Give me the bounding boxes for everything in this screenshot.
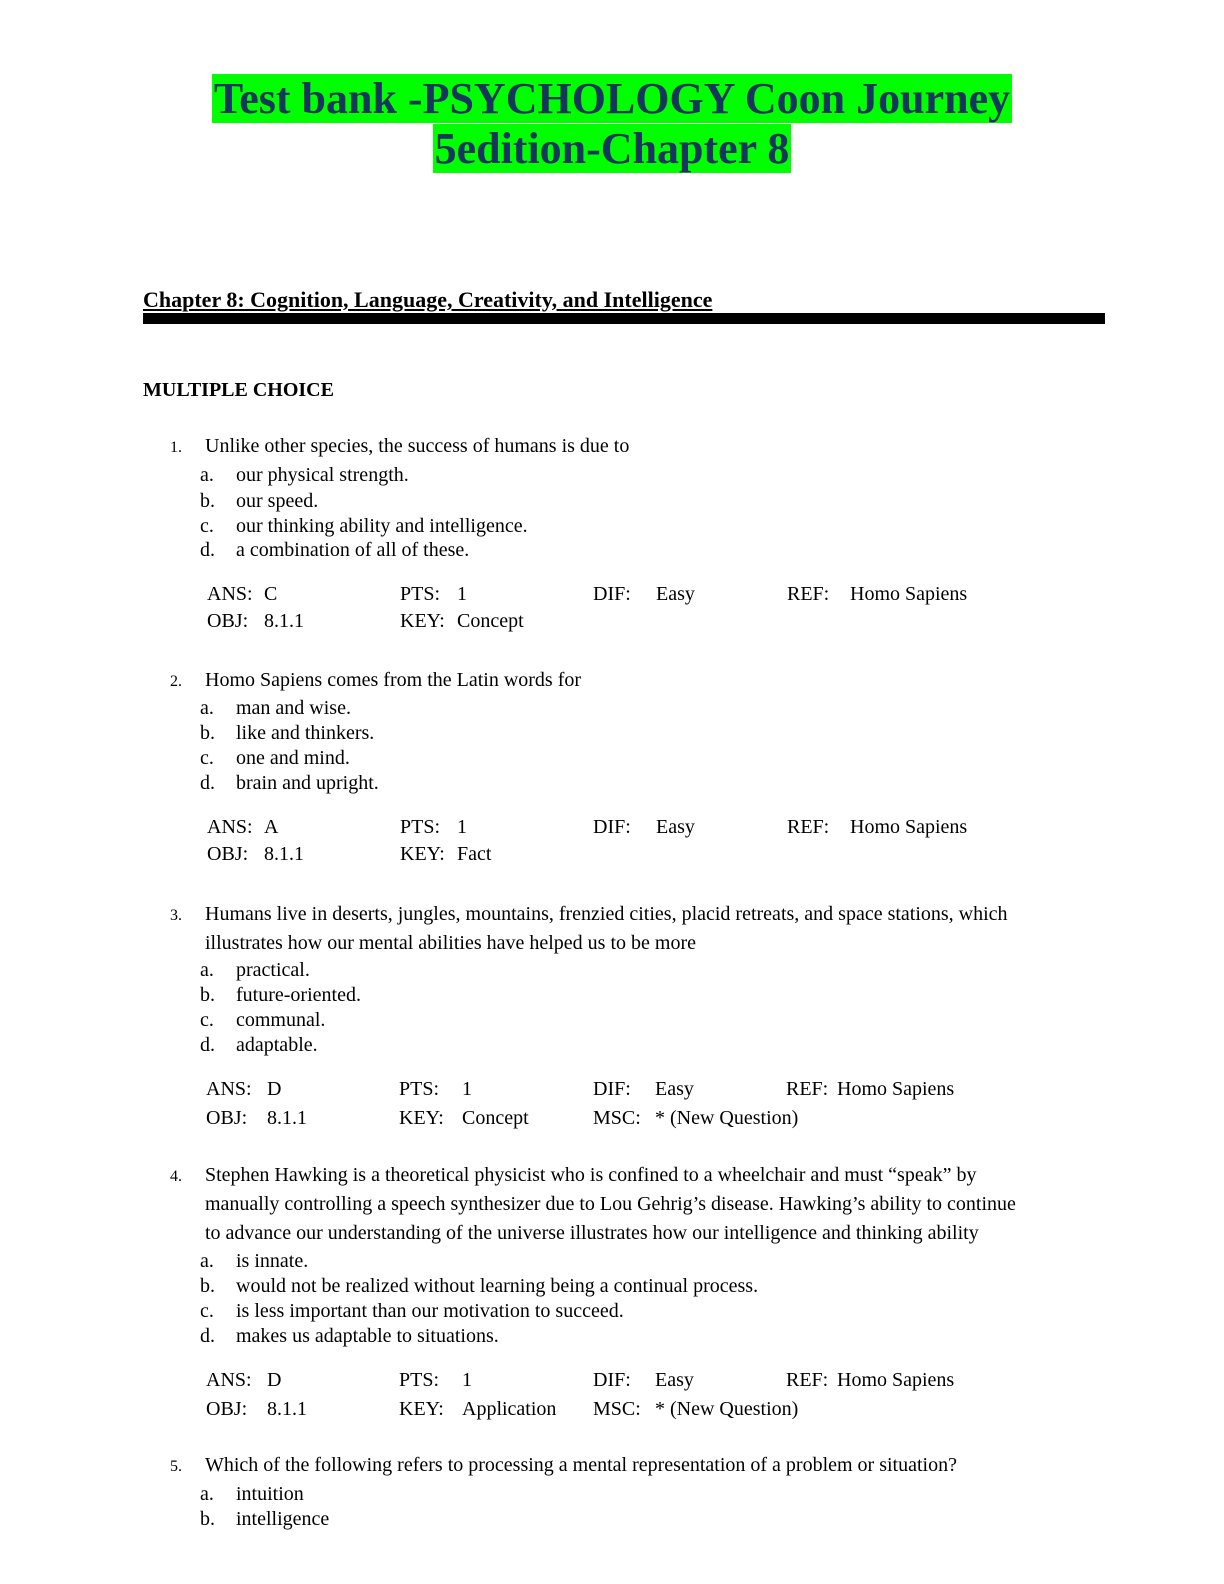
option-text: brain and upright. [236, 772, 379, 794]
option-letter: d. [200, 1325, 215, 1347]
msc-label: MSC: [593, 1398, 641, 1420]
option-letter: b. [200, 984, 215, 1006]
title-line-1-text: Test bank -PSYCHOLOGY Coon Journey [213, 74, 1011, 123]
obj-value: 8.1.1 [264, 843, 304, 865]
option-letter: b. [200, 1508, 215, 1530]
ans-label: ANS: [207, 583, 253, 605]
obj-label: OBJ: [206, 1107, 248, 1129]
obj-label: OBJ: [207, 843, 249, 865]
key-label: KEY: [400, 843, 445, 865]
option-letter: a. [200, 464, 214, 486]
chapter-heading: Chapter 8: Cognition, Language, Creativity, and Intelligence [143, 287, 713, 312]
option-text: practical. [236, 959, 310, 981]
ref-label: REF: [787, 816, 830, 838]
section-heading: MULTIPLE CHOICE [143, 379, 334, 401]
ans-value: C [264, 583, 278, 605]
option-letter: d. [200, 539, 215, 561]
pts-label: PTS: [399, 1369, 440, 1391]
key-label: KEY: [399, 1107, 444, 1129]
ans-label: ANS: [206, 1369, 252, 1391]
ans-label: ANS: [206, 1078, 252, 1100]
pts-value: 1 [457, 816, 467, 838]
question-text: Humans live in deserts, jungles, mountains, frenzied cities, placid retreats, and space stations, which [205, 903, 1008, 925]
question-text: to advance our understanding of the universe illustrates how our intelligence and thinking ability [205, 1222, 979, 1244]
obj-label: OBJ: [207, 610, 249, 632]
ref-value: Homo Sapiens [837, 1369, 955, 1391]
key-label: KEY: [400, 610, 445, 632]
option-letter: b. [200, 722, 215, 744]
dif-label: DIF: [593, 1078, 631, 1100]
option-text: intuition [236, 1483, 304, 1505]
title-line-2-text: 5edition-Chapter 8 [434, 124, 790, 173]
msc-label: MSC: [593, 1107, 641, 1129]
key-value: Application [462, 1398, 557, 1420]
question-number: 1. [170, 439, 182, 456]
obj-value: 8.1.1 [267, 1107, 307, 1129]
msc-value: * (New Question) [655, 1107, 799, 1129]
key-label: KEY: [399, 1398, 444, 1420]
option-text: would not be realized without learning being a continual process. [236, 1275, 759, 1297]
option-text: is less important than our motivation to succeed. [236, 1300, 624, 1322]
title-line-1 [0, 75, 1224, 123]
pts-value: 1 [462, 1078, 472, 1100]
question-number: 5. [170, 1458, 182, 1475]
option-letter: a. [200, 1250, 214, 1272]
chapter-rule [143, 313, 1105, 324]
question-text: Which of the following refers to processing a mental representation of a problem or situation? [205, 1454, 957, 1476]
obj-value: 8.1.1 [267, 1398, 307, 1420]
ref-label: REF: [787, 583, 830, 605]
option-text: our physical strength. [236, 464, 409, 486]
msc-value: * (New Question) [655, 1398, 799, 1420]
option-text: our thinking ability and intelligence. [236, 515, 528, 537]
ref-label: REF: [786, 1078, 829, 1100]
option-letter: c. [200, 747, 214, 769]
pts-label: PTS: [400, 583, 441, 605]
question-text: Homo Sapiens comes from the Latin words for [205, 669, 582, 691]
key-value: Concept [462, 1107, 529, 1129]
obj-label: OBJ: [206, 1398, 248, 1420]
question-text: manually controlling a speech synthesizer due to Lou Gehrig’s disease. Hawking’s ability to continue [205, 1193, 1016, 1215]
dif-label: DIF: [593, 583, 631, 605]
pts-label: PTS: [400, 816, 441, 838]
option-letter: a. [200, 959, 214, 981]
option-text: makes us adaptable to situations. [236, 1325, 499, 1347]
option-letter: a. [200, 1483, 214, 1505]
dif-value: Easy [656, 583, 695, 605]
question-text: Unlike other species, the success of humans is due to [205, 435, 630, 457]
ref-value: Homo Sapiens [837, 1078, 955, 1100]
question-number: 2. [170, 673, 182, 690]
pts-value: 1 [462, 1369, 472, 1391]
ans-value: D [267, 1078, 282, 1100]
dif-label: DIF: [593, 816, 631, 838]
option-text: man and wise. [236, 697, 351, 719]
dif-label: DIF: [593, 1369, 631, 1391]
option-letter: c. [200, 1009, 214, 1031]
option-text: future-oriented. [236, 984, 361, 1006]
option-letter: a. [200, 697, 214, 719]
question-text: Stephen Hawking is a theoretical physicist who is confined to a wheelchair and must “speak” by [205, 1164, 977, 1186]
key-value: Fact [457, 843, 492, 865]
option-letter: b. [200, 490, 215, 512]
option-letter: b. [200, 1275, 215, 1297]
option-letter: d. [200, 772, 215, 794]
title-line-2 [0, 125, 1224, 173]
question-text: illustrates how our mental abilities have helped us to be more [205, 932, 696, 954]
ans-label: ANS: [207, 816, 253, 838]
obj-value: 8.1.1 [264, 610, 304, 632]
option-text: one and mind. [236, 747, 350, 769]
option-letter: c. [200, 515, 214, 537]
dif-value: Easy [656, 816, 695, 838]
option-text: like and thinkers. [236, 722, 375, 744]
pts-value: 1 [457, 583, 467, 605]
option-text: our speed. [236, 490, 319, 512]
dif-value: Easy [655, 1078, 694, 1100]
ref-value: Homo Sapiens [850, 583, 968, 605]
option-letter: c. [200, 1300, 214, 1322]
option-text: is innate. [236, 1250, 309, 1272]
question-number: 4. [170, 1168, 182, 1185]
option-text: a combination of all of these. [236, 539, 470, 561]
ref-value: Homo Sapiens [850, 816, 968, 838]
ans-value: D [267, 1369, 282, 1391]
dif-value: Easy [655, 1369, 694, 1391]
ans-value: A [264, 816, 279, 838]
option-text: adaptable. [236, 1034, 318, 1056]
key-value: Concept [457, 610, 524, 632]
option-text: communal. [236, 1009, 326, 1031]
option-text: intelligence [236, 1508, 330, 1530]
pts-label: PTS: [399, 1078, 440, 1100]
ref-label: REF: [786, 1369, 829, 1391]
option-letter: d. [200, 1034, 215, 1056]
question-number: 3. [170, 907, 182, 924]
